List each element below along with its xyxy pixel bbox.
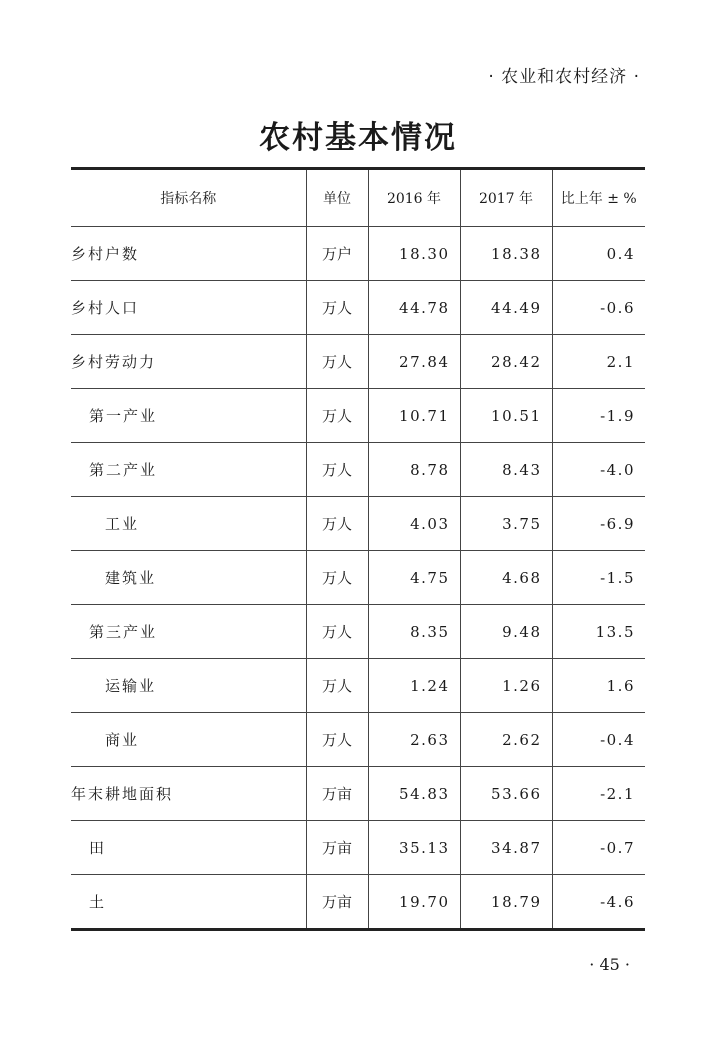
row-value-2016: 8.35 xyxy=(368,605,460,659)
table-header-row xyxy=(71,169,645,227)
page-title: 农村基本情况 xyxy=(259,120,457,156)
row-value-2017: 34.87 xyxy=(460,821,552,875)
row-name: 第一产业 xyxy=(71,389,306,443)
row-value-2016: 35.13 xyxy=(368,821,460,875)
row-change-percent: -1.5 xyxy=(552,551,645,605)
row-change-percent: 2.1 xyxy=(552,335,645,389)
row-value-2016: 4.75 xyxy=(368,551,460,605)
row-change-percent: -0.4 xyxy=(552,713,645,767)
row-value-2017: 8.43 xyxy=(460,443,552,497)
row-value-2016: 54.83 xyxy=(368,767,460,821)
row-value-2016: 2.63 xyxy=(368,713,460,767)
table-row xyxy=(71,821,645,875)
row-name: 运输业 xyxy=(71,659,306,713)
row-value-2017: 9.48 xyxy=(460,605,552,659)
row-unit: 万亩 xyxy=(306,767,368,821)
row-unit: 万亩 xyxy=(306,875,368,930)
header-2016: 2016 年 xyxy=(368,169,460,227)
row-value-2017: 2.62 xyxy=(460,713,552,767)
row-change-percent: 0.4 xyxy=(552,227,645,281)
header-2017: 2017 年 xyxy=(460,169,552,227)
row-value-2016: 19.70 xyxy=(368,875,460,930)
row-value-2016: 8.78 xyxy=(368,443,460,497)
row-value-2017: 10.51 xyxy=(460,389,552,443)
row-value-2016: 18.30 xyxy=(368,227,460,281)
row-change-percent: -4.6 xyxy=(600,892,635,911)
header-indicator: 指标名称 xyxy=(71,169,306,227)
row-name: 第二产业 xyxy=(71,443,306,497)
table-row xyxy=(71,659,645,713)
header-unit: 单位 xyxy=(306,169,368,227)
row-value-2016: 1.24 xyxy=(368,659,460,713)
row-unit: 万人 xyxy=(306,659,368,713)
row-name: 第三产业 xyxy=(71,605,306,659)
page-number: · 45 · xyxy=(589,955,630,974)
rural-basics-table xyxy=(71,167,645,931)
table-row xyxy=(71,227,645,281)
table-row xyxy=(71,281,645,335)
row-value-2017: 3.75 xyxy=(460,497,552,551)
header-change: 比上年 ± % xyxy=(552,169,645,227)
row-change-percent: -0.7 xyxy=(552,821,645,875)
row-value-2016: 27.84 xyxy=(368,335,460,389)
row-name: 商业 xyxy=(71,713,306,767)
row-name: 田 xyxy=(71,821,306,875)
running-head: · 农业和农村经济 · xyxy=(488,67,640,87)
row-name: 年末耕地面积 xyxy=(71,767,306,821)
row-value-2016: 44.78 xyxy=(368,281,460,335)
table-row xyxy=(71,497,645,551)
row-value-2017: 28.42 xyxy=(460,335,552,389)
row-name: 工业 xyxy=(71,497,306,551)
row-unit: 万户 xyxy=(306,227,368,281)
table-row xyxy=(71,767,645,821)
table-row xyxy=(71,389,645,443)
row-unit: 万人 xyxy=(306,605,368,659)
row-name: 土 xyxy=(71,875,306,930)
row-change-percent: -1.9 xyxy=(552,389,645,443)
row-unit: 万人 xyxy=(306,281,368,335)
row-name: 乡村户数 xyxy=(71,227,306,281)
table-row xyxy=(71,713,645,767)
row-change-percent: 13.5 xyxy=(552,605,645,659)
row-value-2017: 4.68 xyxy=(460,551,552,605)
row-value-2017: 18.38 xyxy=(460,227,552,281)
row-value-2017: 1.26 xyxy=(460,659,552,713)
table-row xyxy=(71,605,645,659)
row-unit: 万人 xyxy=(306,551,368,605)
row-name: 乡村劳动力 xyxy=(71,335,306,389)
row-unit: 万人 xyxy=(306,335,368,389)
row-unit: 万亩 xyxy=(306,821,368,875)
row-unit: 万人 xyxy=(306,713,368,767)
row-unit: 万人 xyxy=(306,389,368,443)
row-value-2017: 53.66 xyxy=(460,767,552,821)
table-row xyxy=(71,551,645,605)
row-unit: 万人 xyxy=(306,497,368,551)
row-value-2016: 4.03 xyxy=(368,497,460,551)
row-change-percent: -6.9 xyxy=(552,497,645,551)
row-name: 乡村人口 xyxy=(71,281,306,335)
table-row xyxy=(71,875,645,930)
table-row xyxy=(71,443,645,497)
row-change-percent: -4.0 xyxy=(552,443,645,497)
row-unit: 万人 xyxy=(306,443,368,497)
row-name: 建筑业 xyxy=(71,551,306,605)
table-row xyxy=(71,335,645,389)
row-change-percent: 1.6 xyxy=(552,659,645,713)
row-value-2017: 44.49 xyxy=(460,281,552,335)
row-change-percent: -2.1 xyxy=(552,767,645,821)
row-value-2017: 18.79 xyxy=(460,875,552,930)
row-change-percent: -0.6 xyxy=(552,281,645,335)
row-value-2016: 10.71 xyxy=(368,389,460,443)
